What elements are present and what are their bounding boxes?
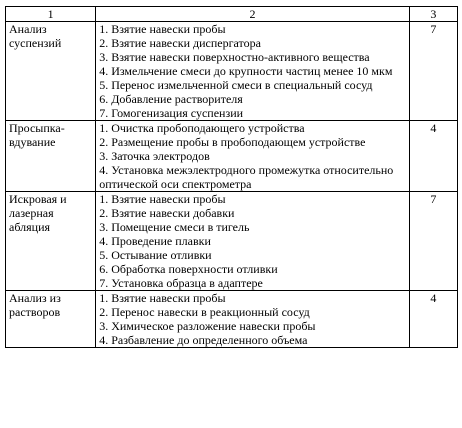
table-row [6,121,458,192]
step-item: 7. Установка образца в адаптере [99,276,263,290]
method-line: абляция [9,220,51,234]
step-item: 3. Взятие навески поверхностно-активного вещества [99,50,370,64]
method-line: вдувание [9,135,56,149]
step-item: 3. Помещение смеси в тигель [99,220,250,234]
method-cell [6,121,96,192]
steps-cell [96,192,410,291]
step-item: 4. Установка межэлектродного промежутка относительно оптической оси спектрометра [99,163,394,191]
table-row [6,22,458,121]
step-count-cell: 7 [409,192,457,291]
method-line: Анализ [9,22,47,36]
step-count-cell: 4 [409,291,457,348]
header-cell-2: 2 [96,7,410,22]
step-item: 6. Добавление растворителя [99,92,243,106]
step-item: 1. Взятие навески пробы [99,192,226,206]
step-item: 2. Перенос навески в реакционный сосуд [99,305,310,319]
step-item: 4. Разбавление до определенного объема [99,333,308,347]
method-line: растворов [9,305,61,319]
method-line: Просыпка- [9,121,65,135]
step-item: 3. Заточка электродов [99,149,210,163]
step-item: 4. Проведение плавки [99,234,211,248]
step-item: 2. Взятие навески диспергатора [99,36,261,50]
method-line: лазерная [9,206,54,220]
step-item: 1. Взятие навески пробы [99,22,226,36]
method-cell [6,22,96,121]
steps-cell [96,22,410,121]
step-count-cell: 7 [409,22,457,121]
header-cell-3: 3 [409,7,457,22]
table-row [6,192,458,291]
step-item: 1. Очистка пробоподающего устройства [99,121,305,135]
step-item: 2. Взятие навески добавки [99,206,235,220]
steps-cell [96,291,410,348]
header-row [6,7,458,22]
header-cell-1: 1 [6,7,96,22]
method-line: Анализ из [9,291,61,305]
step-count-cell: 4 [409,121,457,192]
step-item: 6. Обработка поверхности отливки [99,262,278,276]
step-item: 1. Взятие навески пробы [99,291,226,305]
sample-preparation-table [5,6,458,348]
step-item: 5. Остывание отливки [99,248,212,262]
step-item: 7. Гомогенизация суспензии [99,106,244,120]
method-line: суспензий [9,36,62,50]
steps-cell [96,121,410,192]
method-cell [6,192,96,291]
step-item: 5. Перенос измельченной смеси в специальный сосуд [99,78,373,92]
step-item: 2. Размещение пробы в пробоподающем устройстве [99,135,366,149]
method-line: Искровая и [9,192,67,206]
step-item: 3. Химическое разложение навески пробы [99,319,316,333]
table-row [6,291,458,348]
step-item: 4. Измельчение смеси до крупности частиц менее 10 мкм [99,64,393,78]
method-cell [6,291,96,348]
